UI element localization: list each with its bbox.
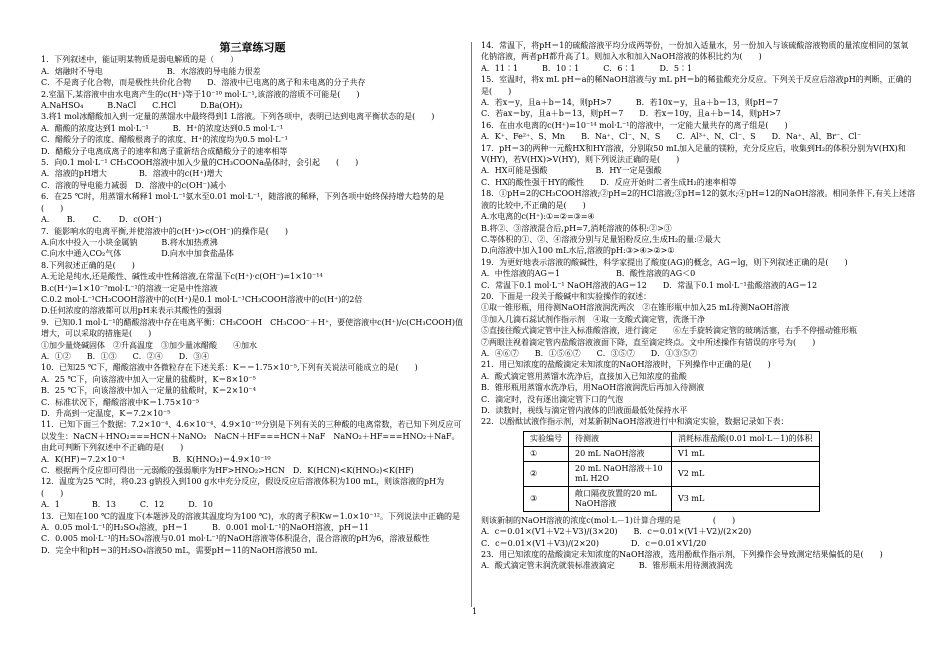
question-line: 11．已知下面三个数据：7.2×10⁻⁴、4.6×10⁻⁴、4.9×10⁻¹⁰分别是下列有关的三种酸的电离常数，若已知下列反应可以发生：NaCN＋HNO₂===HCN＋NaNO₂ NaCN＋HF===HCN＋NaF NaNO₂＋HF===HNO₂＋NaF。由此可判断下列叙述中不正确的是( ) [41,420,462,453]
question-line: A．1 B．13 C．12 D．10 [41,500,213,510]
column-divider [471,42,472,607]
question-line: 20．下面是一段关于酸碱中和实验操作的叙述： [481,291,652,301]
question-line: 19．为更好地表示溶液的酸碱性，科学家提出了酸度(AG)的概念，AG＝lg，则下列叙述正确的是( ) [481,257,848,267]
question-line: C.向水中通入CO₂气体 D.向水中加食盐晶体 [41,249,234,259]
question-line: A．11∶1 B．10∶1 C．6∶1 D．5∶1 [481,63,693,73]
table-header-cell: 消耗标准盐酸(0.01 mol·L－1)的体积 [672,431,820,446]
question-line: C．溶液的导电能力减弱 D．溶液中的c(OH⁻)减小 [41,180,227,190]
question-line: 13．已知在100 ℃的温度下(本题涉及的溶液其温度均为100 ℃)，水的离子积Kw＝1.0×10⁻¹²。下列说法中正确的是 [41,511,461,521]
question-line: A．0.05 mol·L⁻¹的H₂SO₄溶液，pH＝1 B．0.001 mol·L⁻¹的NaOH溶液，pH＝11 [41,523,370,533]
question-line: C.等体积的①、②、④溶液分别与足量铝粉反应,生成H₂的量:②最大 [481,234,721,244]
question-line: A．醋酸的浓度达到1 mol·L⁻¹ B．H⁺的浓度达到0.5 mol·L⁻¹ [41,123,284,133]
question-line: 14．常温下，将pH＝1的硫酸溶液平均分成两等份，一份加入适量水，另一份加入与该硫酸溶液物质的量浓度相同的氢氧化钠溶液，两者pH都升高了1。则加入水和加入NaOH溶液的体积比约为( ) [481,41,909,62]
question-line: B.将②、③溶液混合后,pH=7,消耗溶液的体积:②>③ [481,223,672,233]
question-line: 10．已知25 ℃下，醋酸溶液中各微粒存在下述关系：K＝＝1.75×10⁻⁵,下列有关说法可能成立的是( ) [41,363,418,373]
table-cell: V2 mL [672,461,820,486]
table-cell: ① [524,446,569,461]
question-line: 17．pH＝3的两种一元酸HX和HY溶液，分别取50 mL加入足量的镁粉，充分反应后，收集到H₂的体积分别为V(HX)和V(HY)，若V(HX)>V(HY)，则下列说法正确的是( ) [481,143,906,165]
question-line: D.向溶液中加入100 mL水后,溶液的pH:③>④>②>① [481,246,675,256]
question-line: ③加入几滴石蕊试剂作指示剂 ④取一支酸式滴定管，洗涤干净 [481,314,705,324]
question-line: 12．温度为25 ℃时，将0.23 g钠投入到100 g水中充分反应，假设反应后溶液体积为100 mL，则该溶液的pH为( ) [41,477,445,498]
question-line: A．熔融时不导电 B．水溶液的导电能力很差 [41,66,261,76]
question-line: D．读数时，视线与滴定管内液体的凹液面最低处保持水平 [481,406,688,415]
question-line: 7．能影响水的电离平衡,并使溶液中的c(H⁺)>c(OH⁻)的操作是( ) [41,226,288,236]
table-row [524,486,820,511]
table-cell: 20 mL NaOH溶液＋10 mL H2O [569,461,672,486]
question-line: ①取一锥形瓶，用待测NaOH溶液润洗两次 ②在锥形瓶中加入25 mL待测NaOH溶液 [481,303,790,313]
table-header-row [524,431,820,446]
question-line: C．c＝0.01×(V1＋V3)/(2×20) D．c＝0.01×V1/20 [481,538,707,548]
question-line: A.向水中投入一小块金属钠 B.将水加热煮沸 [41,237,218,247]
question-line: A．K(HF)＝7.2×10⁻⁴ B．K(HNO₂)＝4.9×10⁻¹⁰ [41,454,271,464]
left-question-list [41,54,464,556]
question-line: A．若x＝y，且a＋b＝14，则pH>7 B．若10x＝y，且a＋b＝13，则pH＝7 [481,98,779,108]
question-line: 3.将1 mol冰醋酸加入到一定量的蒸馏水中最终得到1 L溶液。下列各项中，表明已达到电离平衡状态的是( ) [41,112,435,122]
question-line: B.c(H⁺)=1×10⁻⁷mol·L⁻¹的溶液一定是中性溶液 [41,283,218,293]
table-header-cell: 待测液 [569,431,672,446]
table-header-cell: 实验编号 [524,431,569,446]
question-line: ①加少量烧碱固体 ②升高温度 ③加少量冰醋酸 ④加水 [41,340,257,350]
question-line: 18．①pH=2的CH₃COOH溶液;②pH=2的HCl溶液;③pH=12的氨水;④pH=12的NaOH溶液。相同条件下,有关上述溶液的比较中,不正确的是( ) [481,189,916,210]
table-row [524,446,820,461]
question-line: A．酸式滴定管用蒸馏水洗净后，直接加入已知浓度的盐酸 [481,371,687,381]
question-line: 1．下列叙述中，能证明某物质是弱电解质的是（ ） [41,55,239,65]
question-line: C.0.2 mol·L⁻¹CH₃COOH溶液中的c(H⁺)是0.1 mol·L⁻¹CH₃COOH溶液中的c(H⁺)的2倍 [41,294,363,304]
question-line: A.无论是纯水,还是酸性、碱性或中性稀溶液,在常温下c(H⁺)·c(OH⁻)=1×10⁻¹⁴ [41,272,323,282]
question-line: C．不是离子化合物，而是极性共价化合物 D．溶液中已电离的离子和未电离的分子共存 [41,78,366,88]
question-line: 15．室温时，将x mL pH＝a的稀NaOH溶液与y mL pH＝b的稀盐酸充分反应。下列关于反应后溶液pH的判断，正确的是( ) [481,75,912,96]
question-line: A．溶液的pH增大 B．溶液中的c(H⁺)增大 [41,169,223,179]
question-line: A．酸式滴定管未润洗就装标准液滴定 B．锥形瓶未用待测液润洗 [481,561,733,571]
question-line: C．若ax＝by，且a＋b＝13，则pH＝7 D．若x＝10y，且a＋b＝14，则pH>7 [481,109,781,119]
question-line: 5．向0.1 mol·L⁻¹ CH₃COOH溶液中加入少量的CH₃COONa晶体时，会引起 ( ) [41,158,359,168]
right-question-list [481,40,916,428]
table-cell: ③ [524,486,569,511]
table-cell: ② [524,461,569,486]
question-line: D．醋酸分子电离成离子的速率和离子重新结合成醋酸分子的速率相等 [41,146,288,156]
question-line: ⑦两眼注视着滴定管内盐酸溶液液面下降，直至滴定终点。文中所述操作有错误的序号为( ) [481,337,816,347]
page-number: 1 [472,607,478,616]
right-question-list-continued [481,515,916,572]
question-line: 9．已知0.1 mol·L⁻¹的醋酸溶液中存在电离平衡：CH₃COOH CH₃COO⁻＋H⁺，要使溶液中c(H⁺)/c(CH₃COOH)值增大，可以采取的措施是( ) [41,317,463,339]
table-cell: 20 mL NaOH溶液 [569,446,672,461]
table-cell: 敞口隔夜放置的20 mL NaOH溶液 [569,486,672,511]
question-line: 22．以酚酞试液作指示剂，对某新制NaOH溶液进行中和滴定实验，数据记录如下表： [481,417,789,427]
question-line: B．锥形瓶用蒸馏水洗净后，用NaOH溶液润洗后再加入待测液 [481,383,705,393]
question-line: 则该新制的NaOH溶液的浓度c(mol·L－1)计算合理的是 ( ) [481,515,736,525]
question-line: C．醋酸分子的浓度、醋酸根离子的浓度、H⁺的浓度均为0.5 mol·L⁻¹ [41,135,288,145]
table-cell: V1 mL [672,446,820,461]
question-line: A．中性溶液的AG＝1 B．酸性溶液的AG＜0 [481,269,696,279]
question-line: A.NaHSO₄ B.NaCl C.HCl D.Ba(OH)₂ [41,101,243,111]
question-line: D．升高到一定温度，K＝7.2×10⁻⁵ [41,409,171,418]
question-line: C．0.005 mol·L⁻¹的H₂SO₄溶液与0.01 mol·L⁻¹的NaOH溶液等体积混合，混合溶液的pH为6，溶液显酸性 [41,534,430,544]
question-line: A．c＝0.01×(V1＋V2＋V3)/(3×20) B．c＝0.01×(V1＋V2)/(2×20) [481,527,752,537]
table-row [524,461,820,486]
question-line: 21．用已知浓度的盐酸滴定未知浓度的NaOH溶液时，下列操作中正确的是( ) [481,360,771,370]
question-line: C．HX的酸性强于HY的酸性 D．反应开始时二者生成H₂的速率相等 [481,177,737,187]
question-line: D.任何浓度的溶液都可以用pH来表示其酸性的强弱 [41,306,222,316]
question-line: ⑤直接往酸式滴定管中注入标准酸溶液，进行滴定 ⑥左手旋转滴定管的玻璃活塞，右手不停摇动锥形瓶 [481,326,857,336]
question-line: 6．在25 ℃时，用蒸馏水稀释1 mol·L⁻¹氨水至0.01 mol·L⁻¹，随溶液的稀释，下列各项中始终保持增大趋势的是( ) [41,192,445,213]
question-line: 16．在由水电离的c(H⁺)=10⁻¹⁴ mol·L⁻¹的溶液中，一定能大量共存的离子组是( ) [481,120,788,130]
question-line: A． B． C． D．c(OH⁻) [41,215,162,225]
page-title: 第三章练习题 [219,41,286,54]
question-line: A．K⁺、Fe²⁺、S、Mn B．Na⁺、Cl⁻、N、S C．Al³⁺、N、Cl⁻、S D．Na⁺、Al、Br⁻、Cl⁻ [481,132,862,142]
question-line: B．25 ℃下，向该溶液中加入一定量的盐酸时，K＝2×10⁻⁴ [41,386,256,396]
question-line: A．HX可能是强酸 B．HY一定是强酸 [481,166,662,176]
table-cell: V3 mL [672,486,820,511]
question-line: A．25 ℃下，向该溶液中加入一定量的盐酸时，K＝8×10⁻⁵ [41,374,256,384]
question-line: A．④⑥⑦ B．①⑤⑥⑦ C．③⑤⑦ D．①③⑤⑦ [481,348,698,358]
left-column [41,0,464,556]
question-line: A.水电离的c(H⁺):①=②=③=④ [481,212,595,222]
question-line: D．完全中和pH＝3的H₂SO₄溶液50 mL，需要pH＝11的NaOH溶液50 mL [41,545,317,555]
right-column [481,40,916,572]
question-line: C．根据两个反应即可得出一元弱酸的强弱顺序为HF>HNO₂>HCN D．K(HCN)<K(HNO₂)<K(HF) [41,466,414,476]
question-line: 23．用已知浓度的盐酸滴定未知浓度的NaOH溶液，选用酚酞作指示剂，下列操作会导致测定结果偏低的是( ) [481,550,883,560]
question-line: A．①② B．①③ C．②④ D．③④ [41,351,210,361]
question-line: C．常温下0.1 mol·L⁻¹ NaOH溶液的AG＝12 D．常温下0.1 mol·L⁻¹盐酸溶液的AG＝12 [481,280,818,290]
question-line: C．滴定时，没有逐出滴定管下口的气泡 [481,394,624,404]
question-line: C．标准状况下，醋酸溶液中K＝1.75×10⁻⁵ [41,397,200,407]
question-line: 8.下列叙述正确的是( ) [41,260,135,270]
question-line: 2.室温下,某溶液中由水电离产生的c(H⁺)等于10⁻¹⁰ mol·L⁻¹,该溶液的溶质不可能是( ) [41,89,360,99]
titration-data-table [523,431,820,512]
